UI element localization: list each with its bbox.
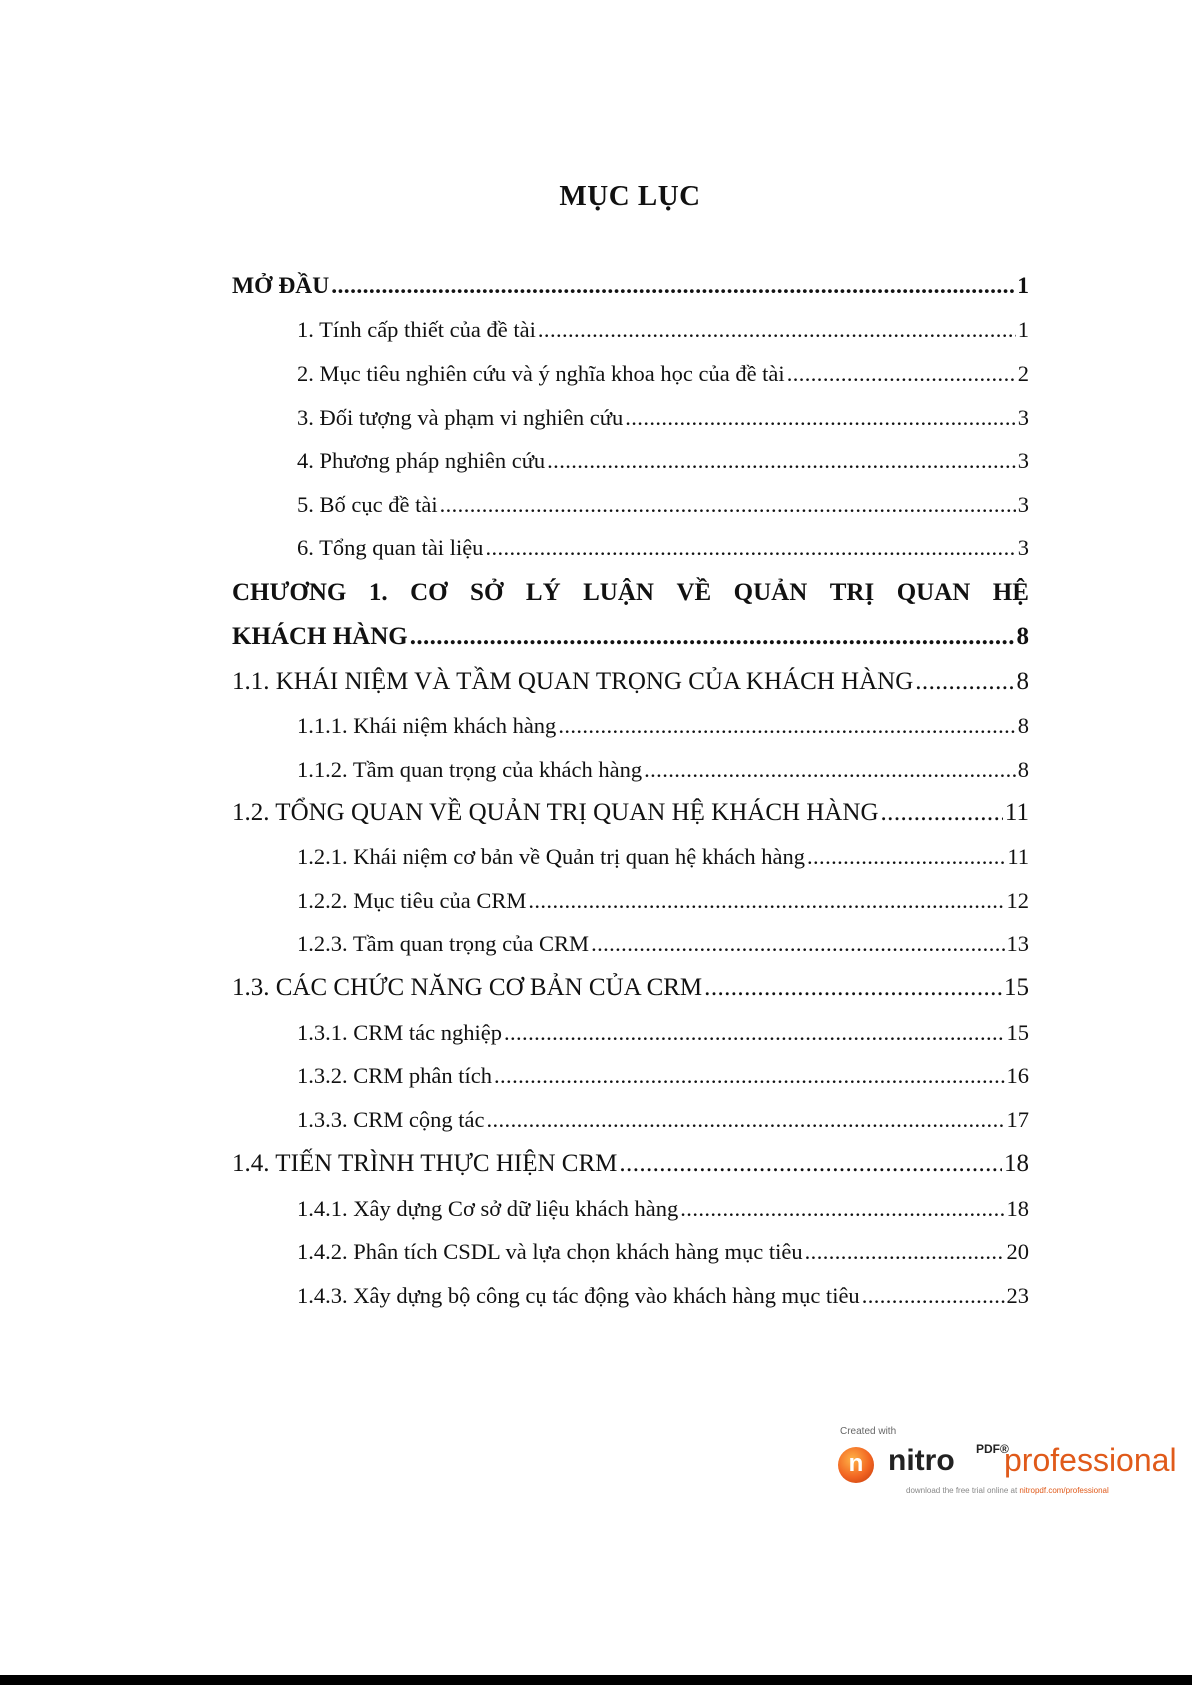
toc-leader-dots	[547, 447, 1016, 475]
toc-chapter-word: CƠ	[410, 579, 448, 606]
toc-chapter-word: HỆ	[992, 579, 1029, 606]
toc-entry-page: 11	[1004, 799, 1029, 826]
watermark-download-label: download the free trial online at	[906, 1486, 1020, 1495]
toc-leader-dots	[704, 974, 1002, 1002]
table-of-contents	[232, 272, 1029, 1310]
toc-entry-page: 1	[1017, 317, 1029, 342]
toc-entry[interactable]	[232, 1282, 1029, 1310]
toc-entry[interactable]	[232, 668, 1029, 696]
toc-entry-page: 8	[1017, 713, 1029, 738]
toc-chapter-word: SỞ	[470, 579, 504, 606]
toc-entry-title: 1.2.2. Mục tiêu của CRM	[297, 888, 527, 913]
toc-entry-title: KHÁCH HÀNG	[232, 623, 408, 650]
toc-entry-page: 3	[1017, 448, 1029, 473]
toc-entry-title: 1.4. TIẾN TRÌNH THỰC HIỆN CRM	[232, 1150, 618, 1177]
toc-entry[interactable]	[232, 447, 1029, 475]
toc-entry[interactable]	[232, 843, 1029, 871]
toc-leader-dots	[528, 887, 1004, 915]
toc-entry-title: 2. Mục tiêu nghiên cứu và ý nghĩa khoa học của đề tài	[297, 361, 785, 386]
toc-entry-title: 1.1.2. Tầm quan trọng của khách hàng	[297, 757, 643, 782]
toc-entry-title: 4. Phương pháp nghiên cứu	[297, 448, 546, 473]
toc-chapter-word: LUẬN	[583, 579, 654, 606]
toc-leader-dots	[558, 712, 1015, 740]
toc-leader-dots	[485, 534, 1015, 562]
toc-entry-page: 8	[1016, 623, 1029, 650]
toc-leader-dots	[619, 1150, 1002, 1178]
toc-leader-dots	[486, 1106, 1004, 1134]
toc-entry-page: 15	[1004, 974, 1029, 1001]
toc-leader-dots	[807, 843, 1005, 871]
toc-leader-dots	[504, 1019, 1005, 1047]
toc-entry-title: 6. Tổng quan tài liệu	[297, 535, 484, 560]
toc-entry-title: 1.4.2. Phân tích CSDL và lựa chọn khách hàng mục tiêu	[297, 1239, 803, 1264]
toc-entry[interactable]	[232, 1195, 1029, 1223]
toc-leader-dots	[625, 404, 1016, 432]
toc-entry-page: 12	[1006, 888, 1029, 913]
toc-entry-title: 1.3.2. CRM phân tích	[297, 1063, 492, 1088]
toc-entry-page: 2	[1017, 361, 1029, 386]
watermark-superscript: PDF®	[976, 1442, 1009, 1456]
toc-leader-dots	[591, 930, 1004, 958]
toc-entry-page: 23	[1006, 1283, 1029, 1308]
toc-entry-title: 1.2.3. Tầm quan trọng của CRM	[297, 931, 590, 956]
toc-entry[interactable]	[232, 712, 1029, 740]
toc-entry-title: 1. Tính cấp thiết của đề tài	[297, 317, 536, 342]
toc-entry[interactable]	[232, 404, 1029, 432]
watermark-brand: nitro	[888, 1444, 955, 1477]
toc-entry-title: 1.2. TỔNG QUAN VỀ QUẢN TRỊ QUAN HỆ KHÁCH HÀNG	[232, 799, 879, 826]
toc-entry[interactable]	[232, 360, 1029, 388]
toc-leader-dots	[680, 1195, 1004, 1223]
nitro-logo-icon: n	[838, 1447, 874, 1483]
toc-entry-title: 1.4.1. Xây dựng Cơ sở dữ liệu khách hàng	[297, 1196, 679, 1221]
watermark-download-link[interactable]: nitropdf.com/professional	[1019, 1486, 1109, 1495]
toc-entry-page: 8	[1017, 757, 1029, 782]
toc-entry[interactable]	[232, 1019, 1029, 1047]
toc-entry[interactable]	[232, 272, 1029, 300]
toc-chapter-word: VỀ	[676, 579, 712, 606]
toc-entry-page: 11	[1007, 844, 1029, 869]
toc-entry-title: 1.1. KHÁI NIỆM VÀ TẦM QUAN TRỌNG CỦA KHÁCH HÀNG	[232, 668, 914, 695]
toc-leader-dots	[881, 799, 1003, 827]
toc-chapter-word: LÝ	[525, 579, 561, 606]
toc-chapter-word: CHƯƠNG	[232, 579, 347, 606]
toc-entry[interactable]	[232, 1106, 1029, 1134]
toc-chapter-word: TRỊ	[829, 579, 875, 606]
toc-entry-page: 1	[1017, 273, 1029, 299]
watermark-download-text	[906, 1486, 1109, 1495]
toc-entry-title: 1.2.1. Khái niệm cơ bản về Quản trị quan hệ khách hàng	[297, 844, 805, 869]
toc-entry[interactable]	[232, 534, 1029, 562]
toc-entry[interactable]	[232, 799, 1029, 827]
toc-entry-title: 1.4.3. Xây dựng bộ công cụ tác động vào khách hàng mục tiêu	[297, 1283, 860, 1308]
toc-leader-dots	[862, 1282, 1005, 1310]
toc-entry-page: 13	[1006, 931, 1029, 956]
toc-entry-page: 8	[1016, 668, 1029, 695]
toc-leader-dots	[440, 491, 1016, 519]
toc-entry[interactable]	[232, 756, 1029, 784]
toc-entry[interactable]	[232, 491, 1029, 519]
toc-leader-dots	[538, 316, 1016, 344]
toc-chapter-line1[interactable]	[232, 579, 1029, 607]
toc-entry[interactable]	[232, 316, 1029, 344]
toc-chapter-word: QUAN	[896, 579, 971, 606]
toc-leader-dots	[494, 1062, 1005, 1090]
toc-leader-dots	[805, 1238, 1005, 1266]
toc-leader-dots	[410, 623, 1015, 651]
watermark-product: professional	[1004, 1442, 1177, 1478]
toc-entry[interactable]	[232, 974, 1029, 1002]
page-bottom-border	[0, 1675, 1192, 1685]
toc-chapter-word: 1.	[368, 579, 388, 606]
toc-entry[interactable]	[232, 887, 1029, 915]
watermark-created-text: Created with	[840, 1426, 897, 1437]
toc-leader-dots	[787, 360, 1016, 388]
toc-entry-title: 1.3.3. CRM cộng tác	[297, 1107, 485, 1132]
toc-entry-page: 20	[1006, 1239, 1029, 1264]
toc-entry-title: 1.3. CÁC CHỨC NĂNG CƠ BẢN CỦA CRM	[232, 974, 703, 1001]
toc-entry-title: 3. Đối tượng và phạm vi nghiên cứu	[297, 405, 624, 430]
toc-entry-page: 15	[1006, 1020, 1029, 1045]
toc-entry-page: 18	[1004, 1150, 1029, 1177]
toc-entry-title: 1.1.1. Khái niệm khách hàng	[297, 713, 557, 738]
toc-entry-title: 1.3.1. CRM tác nghiệp	[297, 1020, 502, 1045]
toc-entry-title: 5. Bố cục đề tài	[297, 492, 438, 517]
toc-entry-page: 3	[1017, 492, 1029, 517]
nitro-watermark	[836, 1426, 1176, 1496]
toc-entry-page: 17	[1006, 1107, 1029, 1132]
toc-entry-page: 3	[1017, 405, 1029, 430]
toc-entry-page: 16	[1006, 1063, 1029, 1088]
toc-entry-title: MỞ ĐẦU	[232, 273, 330, 299]
toc-entry[interactable]	[232, 930, 1029, 958]
toc-entry-page: 18	[1006, 1196, 1029, 1221]
toc-entry[interactable]	[232, 623, 1029, 651]
toc-leader-dots	[915, 668, 1014, 696]
page-title: MỤC LỤC	[559, 180, 701, 212]
toc-entry-page: 3	[1017, 535, 1029, 560]
toc-leader-dots	[644, 756, 1016, 784]
toc-entry[interactable]	[232, 1238, 1029, 1266]
toc-chapter-word: QUẢN	[733, 579, 808, 606]
toc-entry[interactable]	[232, 1150, 1029, 1178]
toc-leader-dots	[331, 272, 1015, 300]
toc-entry[interactable]	[232, 1062, 1029, 1090]
